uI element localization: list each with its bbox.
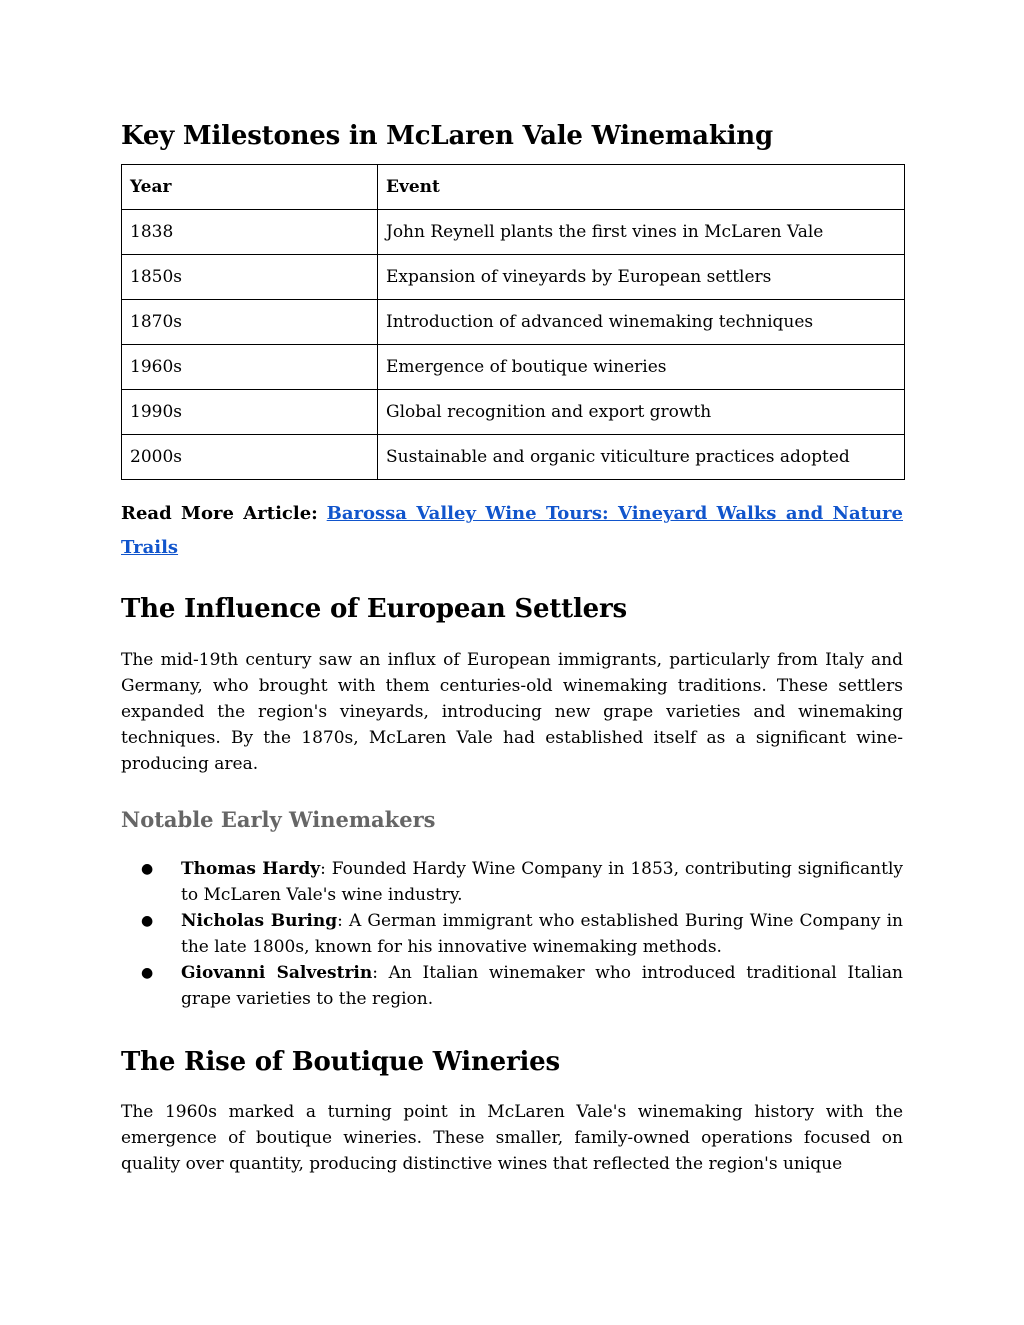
- table-cell-event: Expansion of vineyards by European settlers: [378, 255, 905, 300]
- heading-european-settlers: The Influence of European Settlers: [121, 594, 627, 624]
- table-cell-year: 1838: [122, 210, 378, 255]
- bullet-icon: ●: [141, 913, 154, 929]
- bullet-icon: ●: [141, 965, 154, 981]
- list-item: [121, 960, 903, 1012]
- paragraph-european-settlers: The mid-19th century saw an influx of European immigrants, particularly from Italy and Germany, who brought with them centuries-old winemaking traditions. These settlers expanded the region's vineyards, introducing new grape varieties and winemaking techniques. By the 1870s, McLaren Vale had established itself as a significant wine-producing area.: [121, 650, 903, 774]
- table-cell-year: 1850s: [122, 255, 378, 300]
- milestones-table: [121, 164, 905, 480]
- winemaker-name: Thomas Hardy: [181, 859, 321, 879]
- table-cell-year: 1990s: [122, 390, 378, 435]
- table-cell-year: 2000s: [122, 435, 378, 480]
- paragraph-boutique-wineries: The 1960s marked a turning point in McLaren Vale's winemaking history with the emergence of boutique wineries. These smaller, family-owned operations focused on quality over quantity, producing distinctive wines that reflected the region's unique: [121, 1102, 903, 1174]
- table-row: [122, 255, 905, 300]
- table-header-year: Year: [122, 165, 378, 210]
- list-item: [121, 856, 903, 908]
- table-row: [122, 345, 905, 390]
- read-more-label: Read More Article:: [121, 503, 318, 524]
- table-header-event: Event: [378, 165, 905, 210]
- table-header-row: [122, 165, 905, 210]
- table-row: [122, 210, 905, 255]
- read-more-line: [121, 497, 903, 565]
- table-row: [122, 435, 905, 480]
- winemaker-name: Nicholas Buring: [181, 911, 338, 931]
- winemaker-description: : Founded Hardy Wine Company in 1853, contributing significantly to McLaren Vale's wine industry.: [181, 859, 903, 905]
- heading-key-milestones: Key Milestones in McLaren Vale Winemaking: [121, 121, 773, 151]
- table-row: [122, 390, 905, 435]
- winemaker-description: : A German immigrant who established Buring Wine Company in the late 1800s, known for his innovative winemaking methods.: [181, 911, 903, 957]
- bullet-icon: ●: [141, 861, 154, 877]
- read-more-link[interactable]: Barossa Valley Wine Tours: Vineyard Walks and Nature Trails: [121, 503, 903, 558]
- table-cell-year: 1960s: [122, 345, 378, 390]
- table-row: [122, 300, 905, 345]
- list-item: [121, 908, 903, 960]
- table-cell-event: Emergence of boutique wineries: [378, 345, 905, 390]
- subheading-notable-winemakers: Notable Early Winemakers: [121, 807, 436, 832]
- table-cell-event: Sustainable and organic viticulture practices adopted: [378, 435, 905, 480]
- table-cell-event: John Reynell plants the first vines in McLaren Vale: [378, 210, 905, 255]
- table-cell-event: Introduction of advanced winemaking techniques: [378, 300, 905, 345]
- heading-boutique-wineries: The Rise of Boutique Wineries: [121, 1047, 560, 1077]
- table-cell-event: Global recognition and export growth: [378, 390, 905, 435]
- winemaker-description: : An Italian winemaker who introduced traditional Italian grape varieties to the region.: [181, 963, 903, 1009]
- winemakers-list: [121, 856, 903, 1012]
- winemaker-name: Giovanni Salvestrin: [181, 963, 373, 983]
- table-cell-year: 1870s: [122, 300, 378, 345]
